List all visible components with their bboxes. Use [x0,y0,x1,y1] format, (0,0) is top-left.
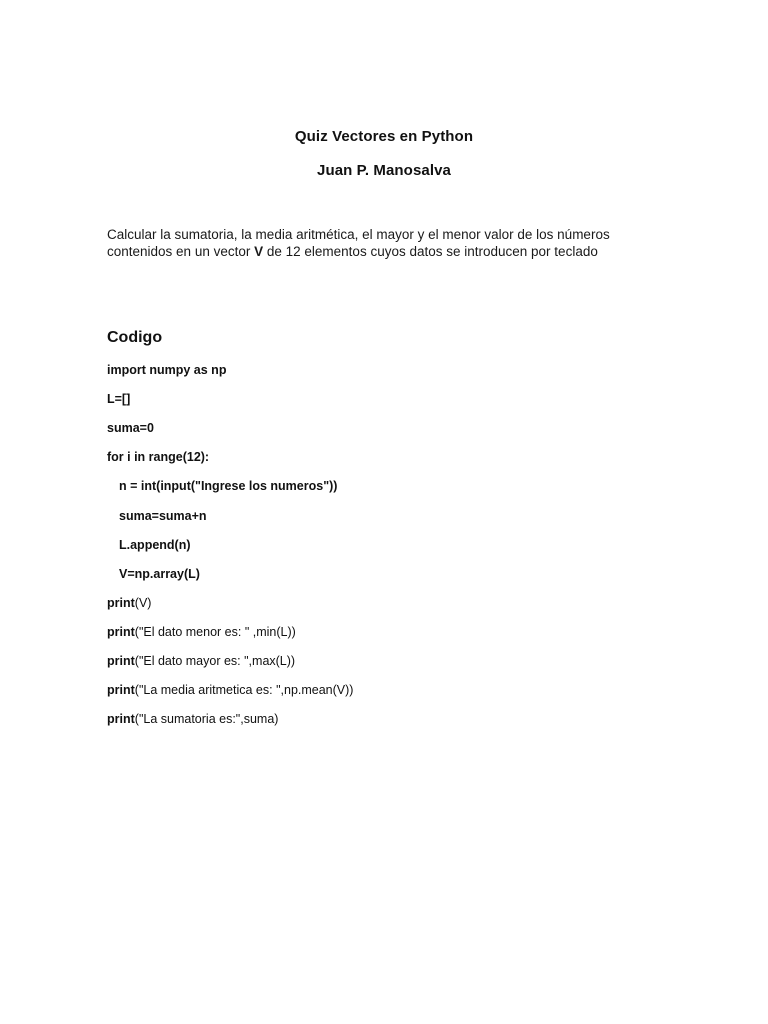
statement-text-after: de 12 elementos cuyos datos se introducen por teclado [263,243,598,259]
code-line-rest: (V) [134,596,152,610]
code-line [107,363,226,377]
code-line-keyword: import numpy as np [107,363,227,377]
code-line-indented [119,509,207,523]
problem-statement [107,227,667,260]
code-line [107,450,209,464]
code-line-keyword: L.append(n) [119,538,191,552]
code-line [107,625,296,639]
code-line-indented [119,538,191,552]
code-line-indented [119,567,200,581]
code-line-keyword: L=[] [107,392,131,406]
code-line-keyword: suma=suma+n [119,509,207,523]
code-line [107,683,353,697]
code-line-rest: ("La media aritmetica es: ",np.mean(V)) [134,683,354,697]
code-line [107,596,151,610]
code-line [107,392,130,406]
document-author: Juan P. Manosalva [317,162,451,179]
code-line-keyword: print [107,654,135,668]
statement-text-before: Calcular la sumatoria, la media aritmética, el mayor y el menor valor de los números contenidos en un vector [107,227,610,259]
code-line-keyword: V=np.array(L) [119,567,200,581]
code-line-keyword: print [107,683,135,697]
code-line-rest: ("El dato mayor es: ",max(L)) [134,654,296,668]
code-line-rest: ("La sumatoria es:",suma) [134,712,279,726]
code-line-keyword: suma=0 [107,421,154,435]
code-line-rest: ("El dato menor es: " ,min(L)) [134,625,296,639]
document-title: Quiz Vectores en Python [294,128,474,145]
code-line-indented [119,479,337,493]
code-line-keyword: print [107,596,135,610]
code-line [107,654,295,668]
code-line-keyword: n = int(input("Ingrese los numeros")) [119,479,338,493]
code-line [107,421,154,435]
statement-vector-name: V [254,243,264,259]
code-heading: Codigo [107,329,163,346]
code-line-keyword: for i in range(12): [107,450,210,464]
code-line [107,712,278,726]
code-line-keyword: print [107,712,135,726]
code-line-keyword: print [107,625,135,639]
